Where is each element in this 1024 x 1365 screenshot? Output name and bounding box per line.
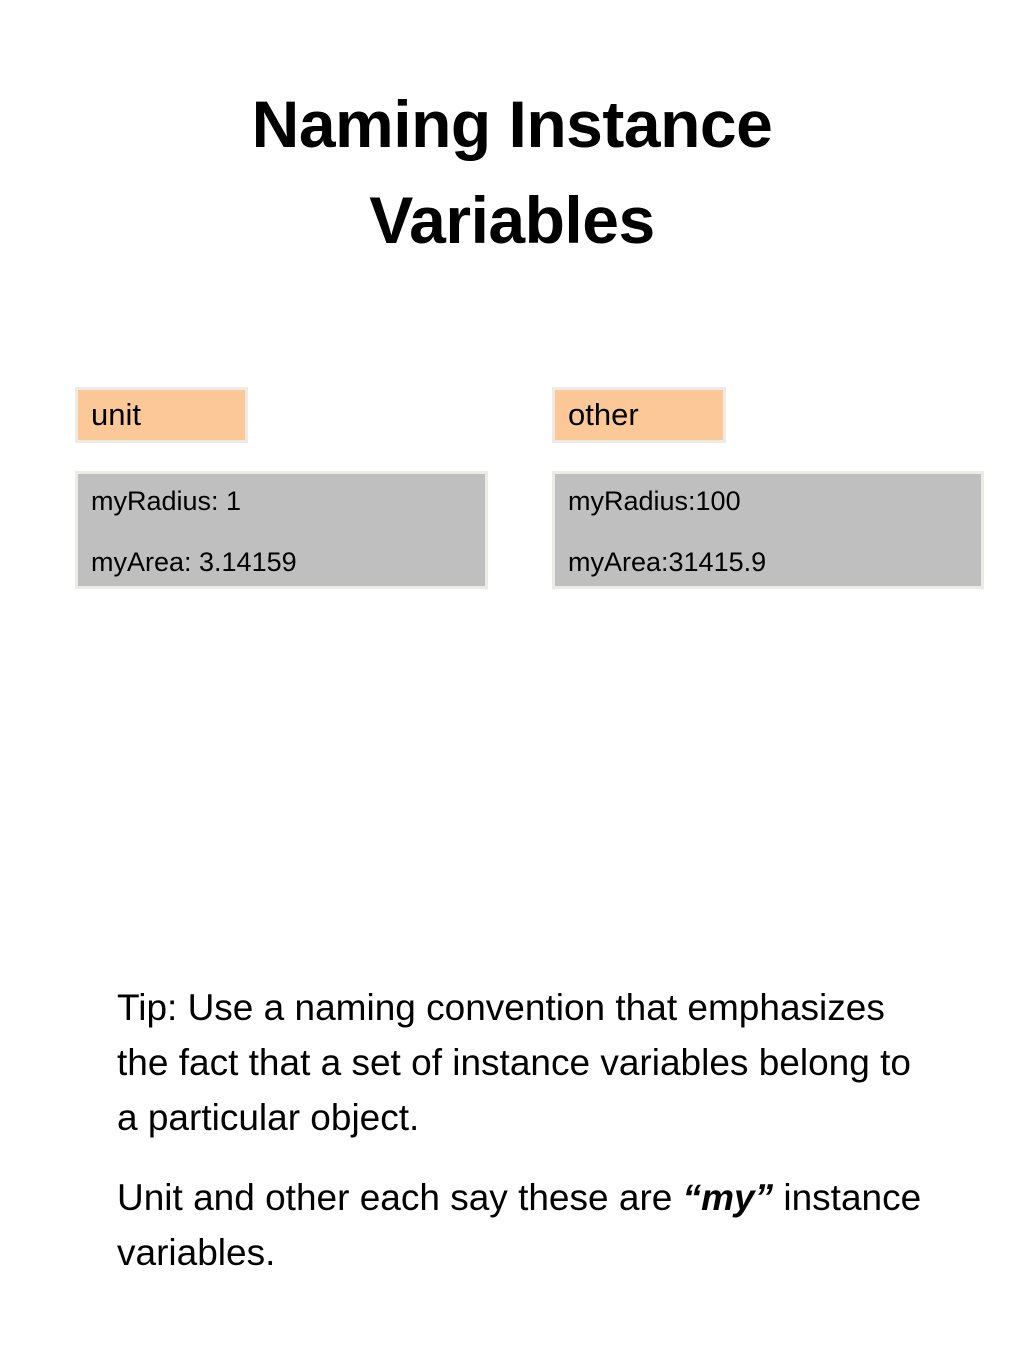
my-explanation-paragraph bbox=[117, 1170, 937, 1280]
other-radius-field: myRadius:100 bbox=[568, 486, 741, 516]
unit-area-field: myArea: 3.14159 bbox=[91, 547, 297, 577]
slide-title bbox=[0, 76, 1024, 268]
other-object-name-box bbox=[552, 387, 726, 443]
unit-instance-variables-box bbox=[75, 471, 488, 589]
unit-object-name: unit bbox=[91, 397, 141, 432]
slide-title-line-1: Naming Instance bbox=[251, 87, 773, 161]
other-area-field: myArea:31415.9 bbox=[568, 547, 767, 577]
tip-paragraph: Tip: Use a naming convention that emphasizes the fact that a set of instance variables belong to a particular object. bbox=[117, 987, 911, 1138]
my-emphasis: “my” bbox=[682, 1177, 774, 1218]
unit-radius-field: myRadius: 1 bbox=[91, 486, 242, 516]
slide-title-line-2: Variables bbox=[369, 183, 655, 257]
other-instance-variables-box bbox=[552, 471, 984, 589]
other-object-name: other bbox=[568, 397, 639, 432]
my-explanation-text-start: Unit and other each say these are bbox=[117, 1177, 683, 1218]
unit-object-name-box bbox=[75, 387, 248, 443]
my-explanation-text-end: instance variables. bbox=[117, 1177, 922, 1273]
